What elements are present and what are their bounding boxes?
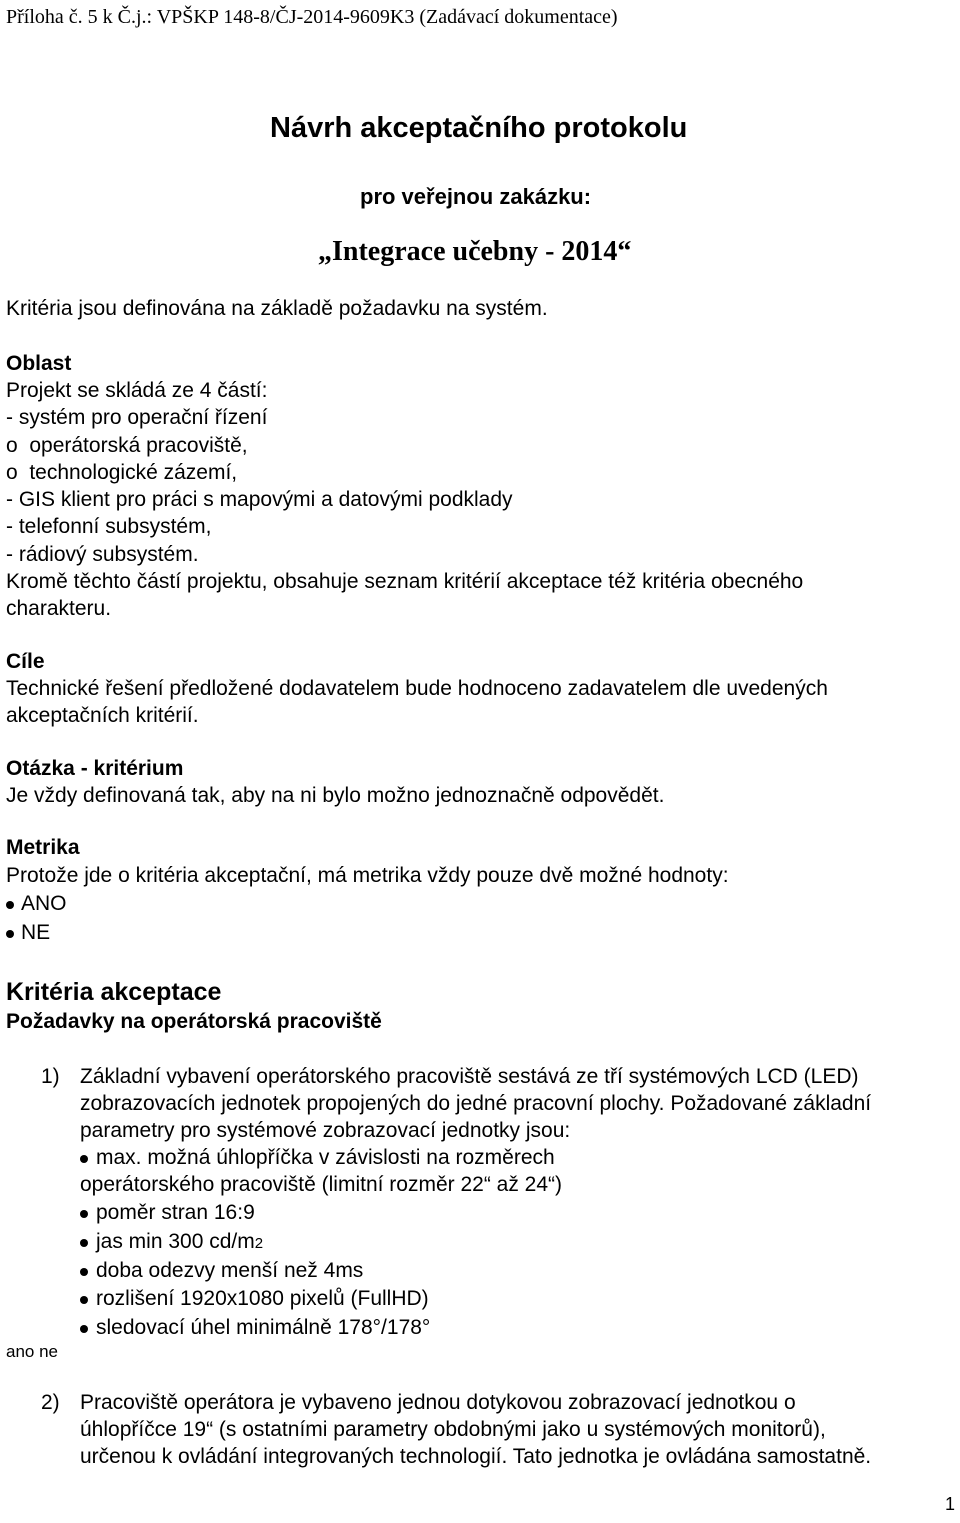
item1-line: Základní vybavení operátorského pracoviště sestává ze tří systémových LCD (LED) [80,1065,859,1088]
otazka-text: Je vždy definovaná tak, aby na ni bylo možno jednoznačně odpovědět. [6,784,665,807]
item1-bullet: max. možná úhlopříčka v závislosti na rozměrech [96,1146,555,1169]
metrika-text: Protože jde o kritéria akceptační, má metrika vždy pouze dvě možné hodnoty: [6,864,729,887]
item2-line: určenou k ovládání integrovaných technologií. Tato jednotka je ovládána samostatně. [80,1445,872,1468]
oblast-line: Kromě těchto částí projektu, obsahuje seznam kritérií akceptace též kritéria obecného [6,570,804,593]
oblast-line: - systém pro operační řízení [6,406,268,429]
item1-bullet: poměr stran 16:9 [96,1201,255,1224]
item2-line: úhlopříčce 19“ (s ostatními parametry obdobnými jako u systémových monitorů), [80,1418,826,1441]
ano-ne-label: ano ne [6,1342,58,1361]
cile-heading: Cíle [6,650,45,673]
bullet-icon [6,901,14,909]
oblast-line: - rádiový subsystém. [6,543,199,566]
bullet-icon [80,1239,88,1247]
oblast-line: charakteru. [6,597,112,620]
intro-text: Kritéria jsou definována na základě požadavku na systém. [6,297,548,320]
otazka-heading: Otázka - kritérium [6,757,184,780]
item1-bullet: rozlišení 1920x1080 pixelů (FullHD) [96,1287,429,1310]
bullet-icon [80,1210,88,1218]
oblast-line: - GIS klient pro práci s mapovými a datovými podklady [6,488,513,511]
cile-line: Technické řešení předložené dodavatelem bude hodnoceno zadavatelem dle uvedených [6,677,828,700]
metrika-option: ANO [21,892,67,915]
oblast-line: - telefonní subsystém, [6,515,212,538]
page-subtitle: pro veřejnou zakázku: [360,184,592,209]
bullet-icon [80,1296,88,1304]
item1-bullet: sledovací úhel minimálně 178°/178° [96,1316,431,1339]
item1-bullet [96,1230,263,1254]
item1-line: parametry pro systémové zobrazovací jednotky jsou: [80,1119,571,1142]
oblast-line: Projekt se skládá ze 4 částí: [6,379,268,402]
oblast-line: o operátorská pracoviště, [6,434,248,457]
kriteria-heading: Kritéria akceptace [6,978,222,1006]
cile-line: akceptačních kritérií. [6,704,199,727]
bullet-text: jas min 300 cd/m [96,1230,255,1253]
oblast-line: o technologické zázemí, [6,461,238,484]
page-title: Návrh akceptačního protokolu [270,112,688,144]
item-number: 2) [41,1391,60,1414]
metrika-option: NE [21,921,51,944]
item1-bullet: doba odezvy menší než 4ms [96,1259,364,1282]
document-reference: Příloha č. 5 k Č.j.: VPŠKP 148-8/ČJ-2014-9609K3 (Zadávací dokumentace) [6,6,618,28]
bullet-icon [6,930,14,938]
bullet-icon [80,1155,88,1163]
project-name: „Integrace učebny - 2014“ [318,236,632,267]
item1-line: zobrazovacích jednotek propojených do jedné pracovní plochy. Požadované základní [80,1092,872,1115]
page-number: 1 [945,1494,956,1514]
item1-bullet-continuation: operátorského pracoviště (limitní rozměr 22“ až 24“) [80,1173,563,1196]
kriteria-subheading: Požadavky na operátorská pracoviště [6,1010,382,1033]
bullet-icon [80,1268,88,1276]
oblast-heading: Oblast [6,352,72,375]
bullet-icon [80,1325,88,1333]
item2-line: Pracoviště operátora je vybaveno jednou dotykovou zobrazovací jednotkou o [80,1391,796,1414]
metrika-heading: Metrika [6,836,80,859]
unit-suffix: 2 [254,1235,264,1252]
item-number: 1) [41,1065,60,1088]
